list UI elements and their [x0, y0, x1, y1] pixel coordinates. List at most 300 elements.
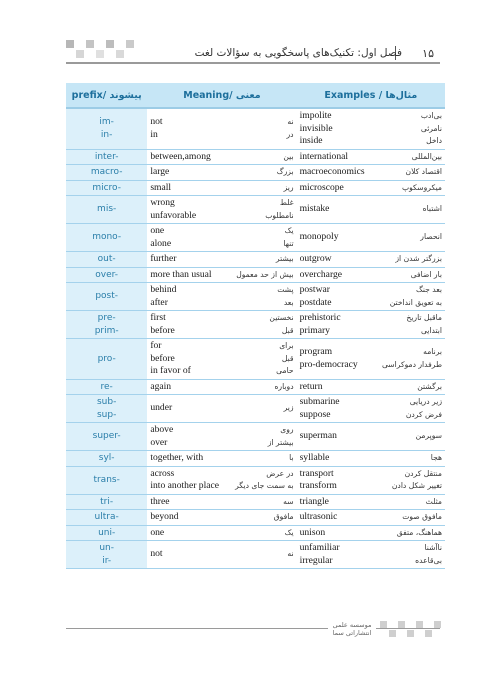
meaning-english: large: [150, 166, 170, 177]
table-row: [66, 339, 445, 380]
prefix-cell: [66, 510, 147, 526]
header-prefix: prefix/ پیشوند: [66, 83, 147, 108]
example-pair: [300, 359, 442, 372]
example-english: postwar: [299, 284, 330, 295]
example-pair: [300, 312, 442, 325]
prefix-text: inter-: [94, 151, 119, 162]
example-persian: برنامه: [423, 347, 442, 357]
meaning-pair: [150, 116, 293, 129]
meaning-english: above: [150, 424, 174, 435]
meaning-english: beyond: [150, 511, 179, 522]
meaning-english: three: [150, 495, 170, 507]
meaning-persian: به سمت جای دیگر: [235, 481, 294, 490]
prefix-text: super-: [92, 431, 121, 442]
meaning-pair: [150, 365, 293, 378]
example-persian: ماقبل تاریخ: [406, 313, 442, 322]
meaning-pair: [150, 325, 293, 338]
meaning-english: behind: [150, 284, 177, 295]
example-pair: [300, 542, 442, 555]
example-pair: [300, 452, 442, 465]
meaning-persian: دوباره: [274, 381, 294, 391]
example-cell: [297, 379, 445, 395]
meaning-pair: [150, 284, 293, 297]
prefix-cell: [66, 423, 147, 451]
example-cell: [297, 267, 445, 283]
prefix-cell: [66, 108, 147, 149]
example-pair: [300, 269, 442, 282]
meaning-pair: [150, 253, 293, 266]
example-persian: بی‌قاعده: [415, 555, 442, 565]
footer-decor-square: [425, 630, 432, 637]
example-english: triangle: [299, 495, 329, 507]
table-row: [66, 451, 445, 467]
example-persian: داخل: [426, 136, 442, 145]
meaning-pair: [150, 353, 293, 366]
prefix-table: [66, 83, 445, 569]
meaning-cell: [147, 252, 296, 268]
example-persian: اقتصاد کلان: [405, 167, 442, 176]
prefix-text: in-: [100, 129, 113, 140]
table-row: [66, 224, 445, 252]
prefix-text: re-: [100, 381, 113, 392]
meaning-persian: ریز: [283, 182, 294, 192]
example-persian: اشتباه: [422, 204, 442, 214]
example-english: postdate: [299, 296, 332, 308]
prefix-text: ir-: [102, 555, 112, 566]
meaning-english: together, with: [150, 452, 204, 463]
prefix-cell: [66, 165, 147, 181]
example-persian: برگشتن: [417, 381, 442, 391]
meaning-english: unfavorable: [150, 209, 197, 221]
example-persian: زیر دریایی: [409, 397, 442, 406]
example-english: overcharge: [299, 268, 343, 280]
meaning-persian: نه: [287, 117, 294, 127]
table-row: [66, 267, 445, 283]
meaning-english: not: [150, 548, 163, 560]
example-english: suppose: [299, 408, 331, 420]
prefix-text: tri-: [100, 496, 114, 507]
meaning-pair: [150, 480, 293, 493]
meaning-persian: پشت: [277, 285, 294, 294]
footer-decor-square: [389, 630, 396, 637]
table-row: [66, 108, 445, 149]
footer-decor-square: [380, 621, 387, 628]
meaning-persian: نه: [287, 549, 294, 559]
meaning-pair: [150, 297, 293, 310]
prefix-text: prim-: [94, 325, 119, 336]
meaning-persian: بیش از حد معمول: [236, 269, 294, 279]
example-persian: طرفدار دموکراسی: [381, 359, 442, 369]
table-row: [66, 541, 445, 569]
prefix-cell: [66, 379, 147, 395]
prefix-text: uni-: [98, 527, 116, 538]
table-row: [66, 252, 445, 268]
example-pair: [300, 381, 442, 394]
meaning-cell: [147, 267, 296, 283]
example-pair: [300, 135, 442, 148]
meaning-english: before: [150, 324, 175, 336]
meaning-pair: [150, 225, 293, 238]
example-pair: [300, 151, 442, 164]
meaning-cell: [147, 395, 296, 423]
example-pair: [300, 203, 442, 216]
example-english: irregular: [299, 554, 333, 566]
table-row: [66, 395, 445, 423]
meaning-cell: [147, 510, 296, 526]
meaning-persian: یک: [284, 527, 294, 537]
example-persian: تغییر شکل دادن: [391, 481, 442, 490]
meaning-english: small: [150, 181, 172, 193]
example-english: ultrasonic: [299, 511, 338, 522]
meaning-english: after: [150, 296, 168, 308]
meaning-cell: [147, 451, 296, 467]
example-cell: [297, 108, 445, 149]
example-pair: [300, 123, 442, 136]
example-cell: [297, 451, 445, 467]
prefix-text: mono-: [92, 232, 122, 243]
example-cell: [297, 165, 445, 181]
meaning-persian: بیشتر: [275, 254, 294, 263]
example-cell: [297, 252, 445, 268]
prefix-text: syl-: [98, 453, 115, 463]
example-cell: [297, 311, 445, 339]
prefix-cell: [66, 283, 147, 311]
example-pair: [300, 182, 442, 195]
example-english: program: [299, 346, 333, 358]
meaning-pair: [150, 381, 293, 394]
example-english: outgrow: [299, 253, 332, 264]
prefix-text: over-: [95, 269, 119, 280]
meaning-persian: قبل: [281, 353, 294, 363]
meaning-pair: [150, 340, 293, 353]
meaning-english: between,among: [150, 150, 211, 162]
prefix-cell: [66, 149, 147, 165]
example-pair: [300, 253, 442, 266]
prefix-text: macro-: [90, 167, 123, 177]
meaning-pair: [150, 548, 293, 561]
meaning-persian: نخستین: [269, 313, 294, 322]
example-english: monopoly: [299, 231, 339, 243]
prefix-cell: [66, 180, 147, 196]
example-cell: [297, 466, 445, 494]
meaning-pair: [150, 424, 293, 437]
meaning-persian: بین: [283, 151, 294, 161]
meaning-english: alone: [150, 237, 172, 249]
example-english: inside: [299, 135, 323, 146]
header-decor-square: [96, 50, 104, 58]
example-persian: فرض کردن: [405, 409, 442, 419]
prefix-cell: [66, 451, 147, 467]
meaning-cell: [147, 339, 296, 380]
table-row: [66, 149, 445, 165]
table-row: [66, 165, 445, 181]
meaning-persian: بیشتر از: [267, 437, 294, 447]
meaning-cell: [147, 224, 296, 252]
example-cell: [297, 510, 445, 526]
header-decor-square: [126, 40, 134, 48]
example-pair: [300, 511, 442, 524]
publisher-logo: موسسه علمی انتشاراتی سما: [328, 621, 376, 639]
example-english: syllable: [299, 452, 330, 463]
example-cell: [297, 180, 445, 196]
example-persian: هجا: [430, 453, 442, 462]
example-persian: انحصار: [420, 232, 442, 242]
example-cell: [297, 283, 445, 311]
example-english: microscope: [299, 181, 344, 193]
example-persian: سوپرمن: [415, 431, 442, 441]
example-pair: [300, 527, 442, 540]
meaning-english: more than usual: [150, 268, 212, 280]
footer-rule: [66, 628, 440, 629]
meaning-english: first: [150, 312, 166, 323]
example-english: macroeconomics: [299, 166, 365, 177]
footer-decor-square: [398, 621, 405, 628]
table-row: [66, 423, 445, 451]
meaning-english: under: [150, 402, 173, 414]
prefix-cell: [66, 466, 147, 494]
meaning-cell: [147, 149, 296, 165]
example-english: return: [299, 380, 323, 392]
example-english: transport: [299, 467, 334, 479]
meaning-cell: [147, 379, 296, 395]
example-english: unfamiliar: [299, 542, 340, 553]
example-english: transform: [299, 480, 337, 491]
example-persian: مثلث: [425, 496, 442, 506]
example-pair: [300, 468, 442, 481]
running-title: فصل اول: تکنیک‌های پاسخگویی به سؤالات لغت: [194, 47, 402, 59]
header-decor-square: [86, 40, 94, 48]
prefix-text: micro-: [92, 182, 121, 193]
example-cell: [297, 423, 445, 451]
meaning-persian: زیر: [283, 403, 294, 413]
table-row: [66, 180, 445, 196]
example-english: submarine: [299, 396, 340, 407]
meaning-pair: [150, 468, 293, 481]
table-row: [66, 283, 445, 311]
example-persian: به تعویق انداختن: [389, 297, 442, 307]
meaning-pair: [150, 496, 293, 509]
example-persian: میکروسکوپ: [401, 182, 442, 192]
meaning-pair: [150, 312, 293, 325]
table-header-row: [66, 83, 445, 108]
prefix-cell: [66, 541, 147, 569]
prefix-text: pro-: [97, 353, 116, 364]
meaning-cell: [147, 196, 296, 224]
example-cell: [297, 494, 445, 510]
prefix-text: un-: [99, 543, 114, 553]
table-row: [66, 379, 445, 395]
example-persian: هماهنگ، متفق: [396, 527, 442, 537]
example-persian: بعد جنگ: [416, 285, 442, 294]
example-english: prehistoric: [299, 312, 341, 323]
example-persian: ناآشنا: [424, 543, 442, 552]
example-cell: [297, 541, 445, 569]
header-decor-square: [106, 40, 114, 48]
meaning-cell: [147, 423, 296, 451]
example-pair: [300, 166, 442, 179]
meaning-pair: [150, 452, 293, 465]
meaning-english: further: [150, 253, 177, 264]
prefix-text: sub-: [96, 397, 117, 407]
meaning-persian: مافوق: [273, 512, 294, 521]
footer-decor-square: [434, 621, 441, 628]
meaning-persian: با: [289, 453, 294, 462]
meaning-english: in: [150, 128, 158, 140]
example-pair: [300, 430, 442, 443]
table-row: [66, 466, 445, 494]
example-pair: [300, 555, 442, 568]
meaning-pair: [150, 166, 293, 179]
example-pair: [300, 110, 442, 123]
header-examples: Examples / مثال‌ها: [297, 83, 445, 108]
example-cell: [297, 525, 445, 541]
meaning-persian: سه: [283, 496, 294, 506]
prefix-text: pre-: [97, 313, 116, 323]
prefix-text: mis-: [97, 204, 117, 215]
example-persian: ابتدایی: [420, 325, 442, 335]
meaning-cell: [147, 283, 296, 311]
example-cell: [297, 339, 445, 380]
example-cell: [297, 224, 445, 252]
example-persian: نامرئی: [420, 123, 442, 133]
prefix-cell: [66, 494, 147, 510]
prefix-cell: [66, 196, 147, 224]
meaning-english: not: [150, 116, 163, 128]
header-meaning: Meaning/ معنی: [147, 83, 296, 108]
example-persian: بین‌المللی: [411, 151, 442, 161]
table-row: [66, 311, 445, 339]
example-english: impolite: [299, 110, 332, 121]
example-pair: [300, 346, 442, 359]
prefix-text: im-: [99, 117, 114, 128]
meaning-persian: یک: [284, 226, 294, 235]
meaning-persian: در عرض: [266, 468, 294, 478]
meaning-persian: بعد: [283, 297, 294, 307]
example-persian: منتقل کردن: [404, 468, 442, 478]
meaning-cell: [147, 311, 296, 339]
meaning-persian: حامی: [276, 366, 294, 375]
example-persian: بار اضافی: [410, 269, 442, 279]
meaning-pair: [150, 527, 293, 540]
example-english: primary: [299, 324, 330, 336]
prefix-cell: [66, 311, 147, 339]
example-pair: [300, 325, 442, 338]
prefix-cell: [66, 339, 147, 380]
meaning-english: over: [150, 436, 168, 448]
meaning-cell: [147, 541, 296, 569]
example-english: invisible: [299, 122, 333, 134]
meaning-persian: برای: [279, 341, 294, 350]
meaning-cell: [147, 165, 296, 181]
table-row: [66, 196, 445, 224]
prefix-cell: [66, 267, 147, 283]
table-body: [66, 108, 445, 569]
meaning-english: one: [150, 225, 165, 236]
header-decor-square: [66, 40, 74, 48]
example-english: unison: [299, 526, 326, 538]
example-pair: [300, 396, 442, 409]
meaning-persian: نامطلوب: [265, 210, 294, 220]
meaning-cell: [147, 525, 296, 541]
meaning-pair: [150, 182, 293, 195]
meaning-english: wrong: [150, 197, 175, 208]
meaning-persian: بزرگ: [276, 167, 294, 176]
example-pair: [300, 284, 442, 297]
meaning-pair: [150, 269, 293, 282]
header-decor-square: [76, 50, 84, 58]
meaning-cell: [147, 108, 296, 149]
table-row: [66, 494, 445, 510]
meaning-english: before: [150, 352, 175, 364]
example-cell: [297, 149, 445, 165]
prefix-text: ultra-: [94, 512, 119, 522]
footer-decor-square: [416, 621, 423, 628]
meaning-persian: قبل: [281, 325, 294, 335]
meaning-pair: [150, 210, 293, 223]
example-pair: [300, 480, 442, 493]
prefix-text: sup-: [96, 409, 117, 420]
meaning-persian: تنها: [283, 238, 294, 248]
example-pair: [300, 231, 442, 244]
prefix-cell: [66, 395, 147, 423]
meaning-persian: روی: [280, 425, 294, 434]
example-english: pro-democracy: [299, 358, 358, 370]
meaning-english: in favor of: [150, 365, 191, 376]
example-cell: [297, 395, 445, 423]
meaning-cell: [147, 466, 296, 494]
meaning-pair: [150, 238, 293, 251]
meaning-persian: غلط: [279, 198, 294, 207]
example-english: superman: [299, 430, 337, 442]
meaning-english: across: [150, 467, 175, 479]
meaning-english: for: [150, 340, 162, 351]
prefix-cell: [66, 224, 147, 252]
example-cell: [297, 196, 445, 224]
example-english: international: [299, 150, 349, 162]
example-persian: بی‌ادب: [420, 111, 442, 120]
prefix-cell: [66, 525, 147, 541]
prefix-text: trans-: [93, 474, 120, 485]
example-pair: [300, 409, 442, 422]
meaning-pair: [150, 402, 293, 415]
header-decor-square: [116, 50, 124, 58]
meaning-english: again: [150, 380, 172, 392]
prefix-cell: [66, 252, 147, 268]
header-rule: [66, 62, 440, 64]
prefix-text: out-: [97, 254, 116, 264]
table-row: [66, 525, 445, 541]
example-pair: [300, 297, 442, 310]
meaning-english: one: [150, 526, 165, 538]
example-persian: بزرگتر شدن از: [395, 254, 442, 263]
meaning-cell: [147, 180, 296, 196]
meaning-pair: [150, 511, 293, 524]
meaning-pair: [150, 197, 293, 210]
example-english: mistake: [299, 203, 330, 215]
meaning-pair: [150, 437, 293, 450]
meaning-cell: [147, 494, 296, 510]
example-pair: [300, 496, 442, 509]
page-number: ۱۵: [422, 47, 434, 60]
meaning-persian: در: [286, 129, 294, 139]
meaning-pair: [150, 151, 293, 164]
meaning-english: into another place: [150, 480, 220, 491]
prefix-text: post-: [95, 291, 118, 302]
table-row: [66, 510, 445, 526]
meaning-pair: [150, 129, 293, 142]
footer-decor-square: [407, 630, 414, 637]
example-persian: مافوق صوت: [402, 512, 442, 521]
